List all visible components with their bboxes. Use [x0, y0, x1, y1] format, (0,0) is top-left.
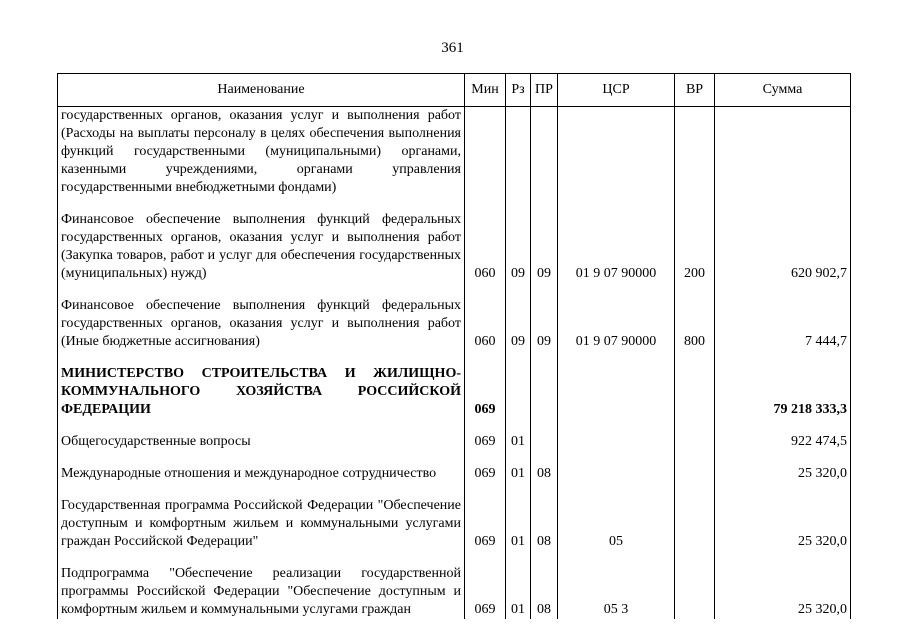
header-csr: ЦСР — [558, 74, 675, 107]
spacer-cell — [675, 551, 715, 565]
spacer-cell — [675, 283, 715, 297]
spacer-cell — [531, 451, 558, 465]
cell-name: государственных органов, оказания услуг и выполнения работ (Расходы на выплаты персоналу в целях обеспечения выполнения функций государственными (муниципальными) органами, казенными учреждениями, органами управления государственными внебюджетными фондами) — [58, 107, 465, 198]
cell-sum: 25 320,0 — [715, 565, 851, 619]
cell-sum: 25 320,0 — [715, 465, 851, 483]
cell-min: 069 — [465, 565, 506, 619]
cell-rz: 09 — [506, 211, 531, 283]
header-name: Наименование — [58, 74, 465, 107]
spacer-cell — [506, 197, 531, 211]
row-spacer — [58, 351, 851, 365]
cell-sum: 620 902,7 — [715, 211, 851, 283]
spacer-cell — [506, 419, 531, 433]
cell-rz — [506, 365, 531, 419]
cell-rz — [506, 107, 531, 198]
spacer-cell — [715, 551, 851, 565]
spacer-cell — [506, 283, 531, 297]
spacer-cell — [675, 483, 715, 497]
cell-name: Финансовое обеспечение выполнения функций федеральных государственных органов, оказания услуг и выполнения работ (Иные бюджетные ассигнования) — [58, 297, 465, 351]
page-number: 361 — [441, 40, 464, 56]
cell-rz: 09 — [506, 297, 531, 351]
header-pr: ПР — [531, 74, 558, 107]
spacer-cell — [715, 283, 851, 297]
cell-csr: 05 — [558, 497, 675, 551]
spacer-cell — [675, 351, 715, 365]
spacer-cell — [58, 551, 465, 565]
cell-name: Финансовое обеспечение выполнения функций федеральных государственных органов, оказания услуг и выполнения работ (Закупка товаров, работ и услуг для обеспечения государственных (муниципальных) нужд) — [58, 211, 465, 283]
cell-rz: 01 — [506, 497, 531, 551]
cell-rz: 01 — [506, 465, 531, 483]
spacer-cell — [715, 351, 851, 365]
cell-min: 069 — [465, 465, 506, 483]
cell-min: 069 — [465, 433, 506, 451]
header-vr: ВР — [675, 74, 715, 107]
table-row — [58, 365, 851, 419]
cell-sum: 25 320,0 — [715, 497, 851, 551]
spacer-cell — [715, 451, 851, 465]
spacer-cell — [558, 551, 675, 565]
cell-rz: 01 — [506, 565, 531, 619]
spacer-cell — [715, 419, 851, 433]
table-row — [58, 565, 851, 619]
spacer-cell — [58, 483, 465, 497]
cell-csr: 01 9 07 90000 — [558, 297, 675, 351]
spacer-cell — [531, 197, 558, 211]
cell-name: Государственная программа Российской Федерации "Обеспечение доступным и комфортным жильем и коммунальными услугами граждан Российской Федерации" — [58, 497, 465, 551]
cell-pr: 08 — [531, 497, 558, 551]
spacer-cell — [465, 283, 506, 297]
cell-vr: 200 — [675, 211, 715, 283]
row-spacer — [58, 419, 851, 433]
cell-sum: 7 444,7 — [715, 297, 851, 351]
spacer-cell — [531, 551, 558, 565]
spacer-cell — [558, 197, 675, 211]
table-row — [58, 107, 851, 198]
cell-pr — [531, 365, 558, 419]
cell-csr — [558, 433, 675, 451]
spacer-cell — [558, 351, 675, 365]
spacer-cell — [465, 197, 506, 211]
spacer-cell — [465, 551, 506, 565]
spacer-cell — [58, 419, 465, 433]
cell-vr — [675, 497, 715, 551]
cell-vr: 800 — [675, 297, 715, 351]
spacer-cell — [531, 283, 558, 297]
spacer-cell — [506, 451, 531, 465]
cell-name: Международные отношения и международное сотрудничество — [58, 465, 465, 483]
spacer-cell — [465, 419, 506, 433]
cell-vr — [675, 465, 715, 483]
cell-pr — [531, 433, 558, 451]
header-rz: Рз — [506, 74, 531, 107]
spacer-cell — [558, 419, 675, 433]
table-row — [58, 433, 851, 451]
spacer-cell — [465, 483, 506, 497]
cell-min: 069 — [465, 365, 506, 419]
cell-min — [465, 107, 506, 198]
spacer-cell — [58, 451, 465, 465]
spacer-cell — [506, 483, 531, 497]
spacer-cell — [531, 419, 558, 433]
header-min: Мин — [465, 74, 506, 107]
cell-csr — [558, 107, 675, 198]
spacer-cell — [558, 283, 675, 297]
table-row — [58, 497, 851, 551]
cell-pr: 08 — [531, 465, 558, 483]
table-row — [58, 465, 851, 483]
spacer-cell — [558, 451, 675, 465]
spacer-cell — [58, 351, 465, 365]
cell-vr — [675, 565, 715, 619]
header-sum: Сумма — [715, 74, 851, 107]
cell-name: МИНИСТЕРСТВО СТРОИТЕЛЬСТВА И ЖИЛИЩНО-КОММУНАЛЬНОГО ХОЗЯЙСТВА РОССИЙСКОЙ ФЕДЕРАЦИИ — [58, 365, 465, 419]
cell-csr — [558, 365, 675, 419]
cell-csr — [558, 465, 675, 483]
spacer-cell — [506, 551, 531, 565]
cell-csr: 05 3 — [558, 565, 675, 619]
spacer-cell — [465, 451, 506, 465]
table-header-row — [58, 74, 851, 107]
spacer-cell — [675, 197, 715, 211]
spacer-cell — [58, 283, 465, 297]
budget-table — [57, 73, 851, 619]
row-spacer — [58, 197, 851, 211]
spacer-cell — [675, 451, 715, 465]
spacer-cell — [465, 351, 506, 365]
row-spacer — [58, 483, 851, 497]
cell-sum: 79 218 333,3 — [715, 365, 851, 419]
cell-pr: 08 — [531, 565, 558, 619]
row-spacer — [58, 551, 851, 565]
spacer-cell — [715, 197, 851, 211]
cell-rz: 01 — [506, 433, 531, 451]
spacer-cell — [58, 197, 465, 211]
cell-vr — [675, 433, 715, 451]
spacer-cell — [531, 351, 558, 365]
cell-sum: 922 474,5 — [715, 433, 851, 451]
cell-csr: 01 9 07 90000 — [558, 211, 675, 283]
cell-vr — [675, 365, 715, 419]
spacer-cell — [675, 419, 715, 433]
row-spacer — [58, 451, 851, 465]
cell-pr: 09 — [531, 297, 558, 351]
cell-name: Общегосударственные вопросы — [58, 433, 465, 451]
cell-min: 060 — [465, 211, 506, 283]
cell-min: 060 — [465, 297, 506, 351]
spacer-cell — [715, 483, 851, 497]
cell-vr — [675, 107, 715, 198]
row-spacer — [58, 283, 851, 297]
table-row — [58, 211, 851, 283]
cell-name: Подпрограмма "Обеспечение реализации государственной программы Российской Федерации "Обеспечение доступным и комфортным жильем и коммунальными услугами граждан — [58, 565, 465, 619]
cell-pr: 09 — [531, 211, 558, 283]
spacer-cell — [558, 483, 675, 497]
cell-pr — [531, 107, 558, 198]
cell-sum — [715, 107, 851, 198]
spacer-cell — [506, 351, 531, 365]
cell-min: 069 — [465, 497, 506, 551]
spacer-cell — [531, 483, 558, 497]
table-row — [58, 297, 851, 351]
